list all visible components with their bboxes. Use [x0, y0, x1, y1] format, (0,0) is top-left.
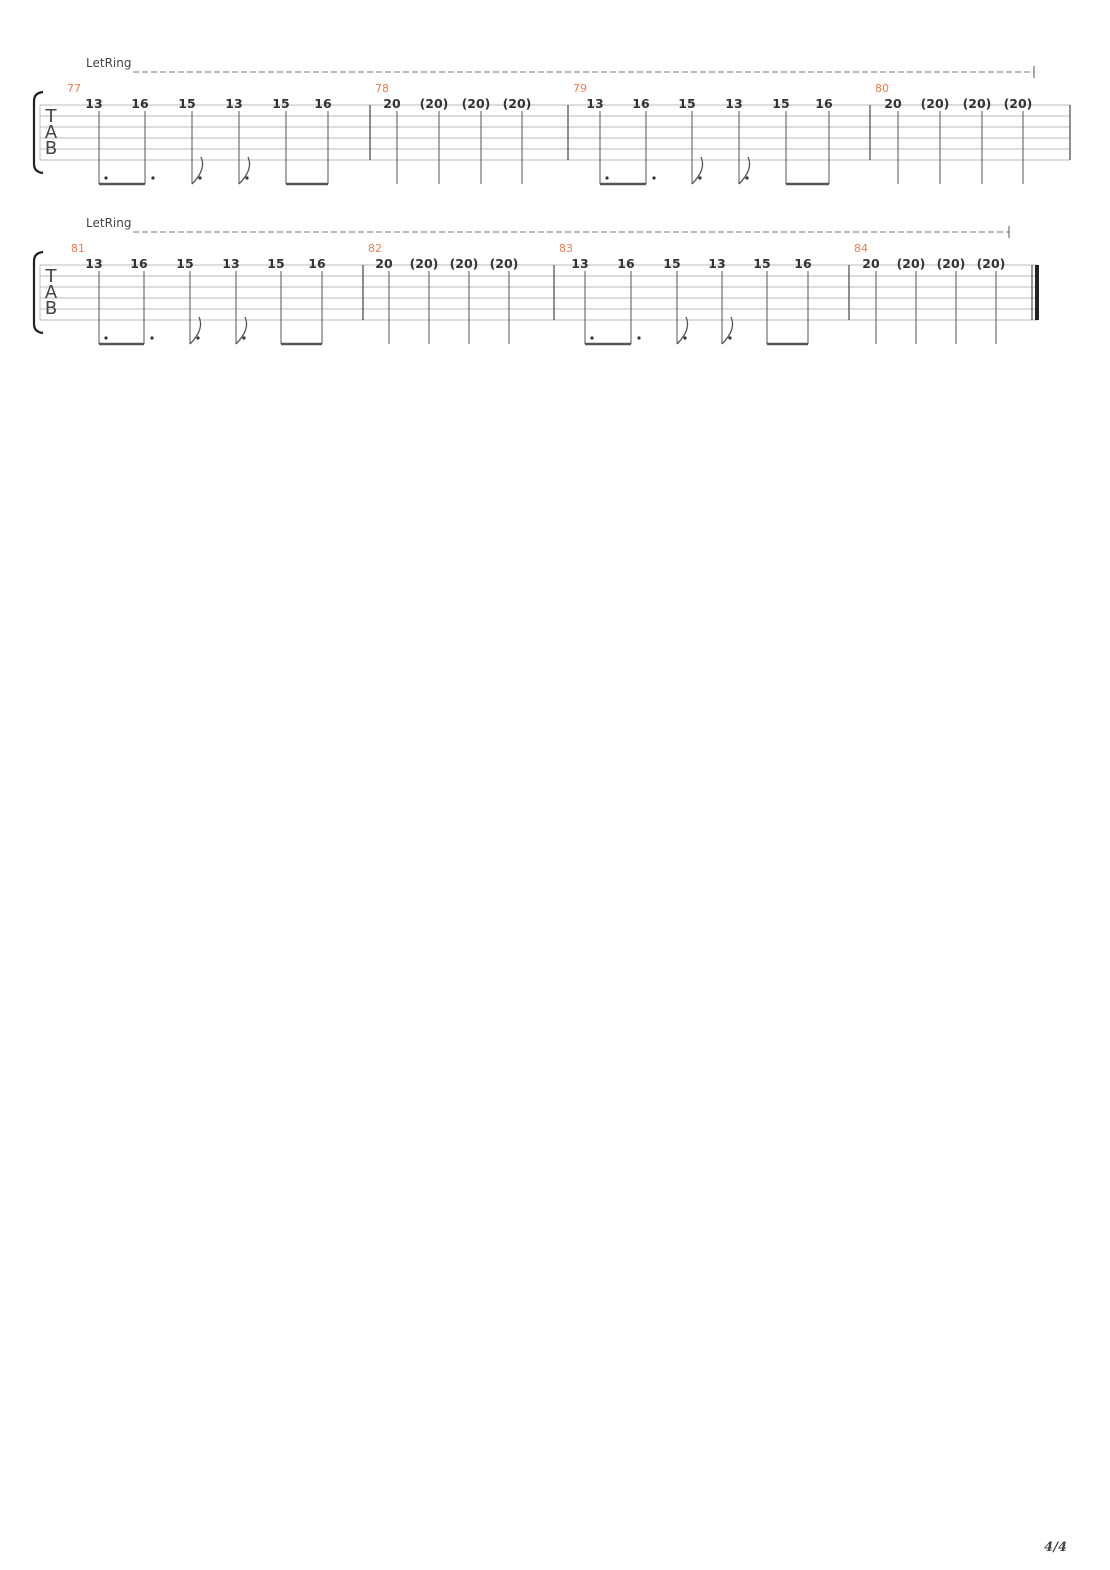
measure-number: 78: [375, 82, 389, 95]
measure: [368, 242, 518, 344]
measure-number: 83: [559, 242, 573, 255]
measure-number: 82: [368, 242, 382, 255]
rhythm-dot: [198, 176, 201, 179]
fret-number: 13: [85, 256, 103, 271]
fret-number: 13: [222, 256, 240, 271]
fret-number: (20): [449, 256, 479, 271]
fret-number: 16: [131, 96, 149, 111]
measure: [71, 242, 326, 344]
fret-number: 16: [815, 96, 833, 111]
fret-number: 13: [225, 96, 243, 111]
measure: [854, 242, 1005, 344]
let-ring-label: LetRing: [86, 216, 132, 230]
fret-number: 15: [663, 256, 681, 271]
rhythm-dot: [245, 176, 248, 179]
rhythm-dot: [104, 336, 107, 339]
rhythm-dot: [104, 176, 107, 179]
tab-systems: [34, 56, 1070, 344]
fret-number: (20): [962, 96, 992, 111]
rhythm-dot: [196, 336, 199, 339]
system-bracket: [34, 92, 43, 173]
fret-number: (20): [896, 256, 926, 271]
measure-number: 80: [875, 82, 889, 95]
rhythm-dot: [150, 336, 153, 339]
fret-number: (20): [1003, 96, 1033, 111]
tab-clef-letter: B: [44, 298, 58, 319]
note-flag: [722, 317, 733, 344]
fret-number: 20: [884, 96, 902, 111]
fret-number: 15: [753, 256, 771, 271]
fret-number: 15: [678, 96, 696, 111]
note-flag: [192, 157, 203, 184]
tab-system: [34, 216, 1039, 344]
measure: [67, 82, 332, 184]
fret-number: (20): [489, 256, 519, 271]
fret-number: 20: [383, 96, 401, 111]
measure-number: 77: [67, 82, 81, 95]
fret-number: (20): [409, 256, 439, 271]
fret-number: (20): [936, 256, 966, 271]
tab-clef-letter: A: [44, 282, 58, 303]
fret-number: 16: [617, 256, 635, 271]
rhythm-dot: [605, 176, 608, 179]
fret-number: (20): [976, 256, 1006, 271]
tab-clef-letter: B: [44, 138, 58, 159]
rhythm-dot: [242, 336, 245, 339]
fret-number: (20): [419, 96, 449, 111]
tab-clef-letter: A: [44, 122, 58, 143]
fret-number: 15: [272, 96, 290, 111]
measure-number: 84: [854, 242, 868, 255]
fret-number: 15: [772, 96, 790, 111]
measure: [875, 82, 1032, 184]
fret-number: (20): [502, 96, 532, 111]
fret-number: 13: [85, 96, 103, 111]
measure-number: 81: [71, 242, 85, 255]
fret-number: 16: [308, 256, 326, 271]
note-flag: [190, 317, 201, 344]
page-number: 4/4: [1044, 1540, 1067, 1555]
note-flag: [239, 157, 250, 184]
fret-number: 15: [178, 96, 196, 111]
note-flag: [236, 317, 247, 344]
note-flag: [692, 157, 703, 184]
system-bracket: [34, 252, 43, 333]
rhythm-dot: [745, 176, 748, 179]
note-flag: [677, 317, 688, 344]
measure: [573, 82, 833, 184]
rhythm-dot: [698, 176, 701, 179]
fret-number: 16: [130, 256, 148, 271]
fret-number: (20): [461, 96, 491, 111]
fret-number: 13: [708, 256, 726, 271]
rhythm-dot: [728, 336, 731, 339]
fret-number: 15: [267, 256, 285, 271]
fret-number: 13: [571, 256, 589, 271]
rhythm-dot: [637, 336, 640, 339]
fret-number: 13: [586, 96, 604, 111]
fret-number: 13: [725, 96, 743, 111]
fret-number: 16: [632, 96, 650, 111]
fret-number: 20: [375, 256, 393, 271]
measure: [375, 82, 531, 184]
tab-clef-letter: T: [45, 266, 57, 287]
rhythm-dot: [652, 176, 655, 179]
fret-number: 16: [314, 96, 332, 111]
final-bar-thick: [1035, 265, 1039, 320]
fret-number: 20: [862, 256, 880, 271]
measure: [559, 242, 812, 344]
rhythm-dot: [683, 336, 686, 339]
measure-number: 79: [573, 82, 587, 95]
fret-number: 15: [176, 256, 194, 271]
tab-system: [34, 56, 1070, 184]
let-ring-label: LetRing: [86, 56, 132, 70]
fret-number: 16: [794, 256, 812, 271]
rhythm-dot: [590, 336, 593, 339]
note-flag: [739, 157, 750, 184]
fret-number: (20): [920, 96, 950, 111]
rhythm-dot: [151, 176, 154, 179]
tab-clef-letter: T: [45, 106, 57, 127]
